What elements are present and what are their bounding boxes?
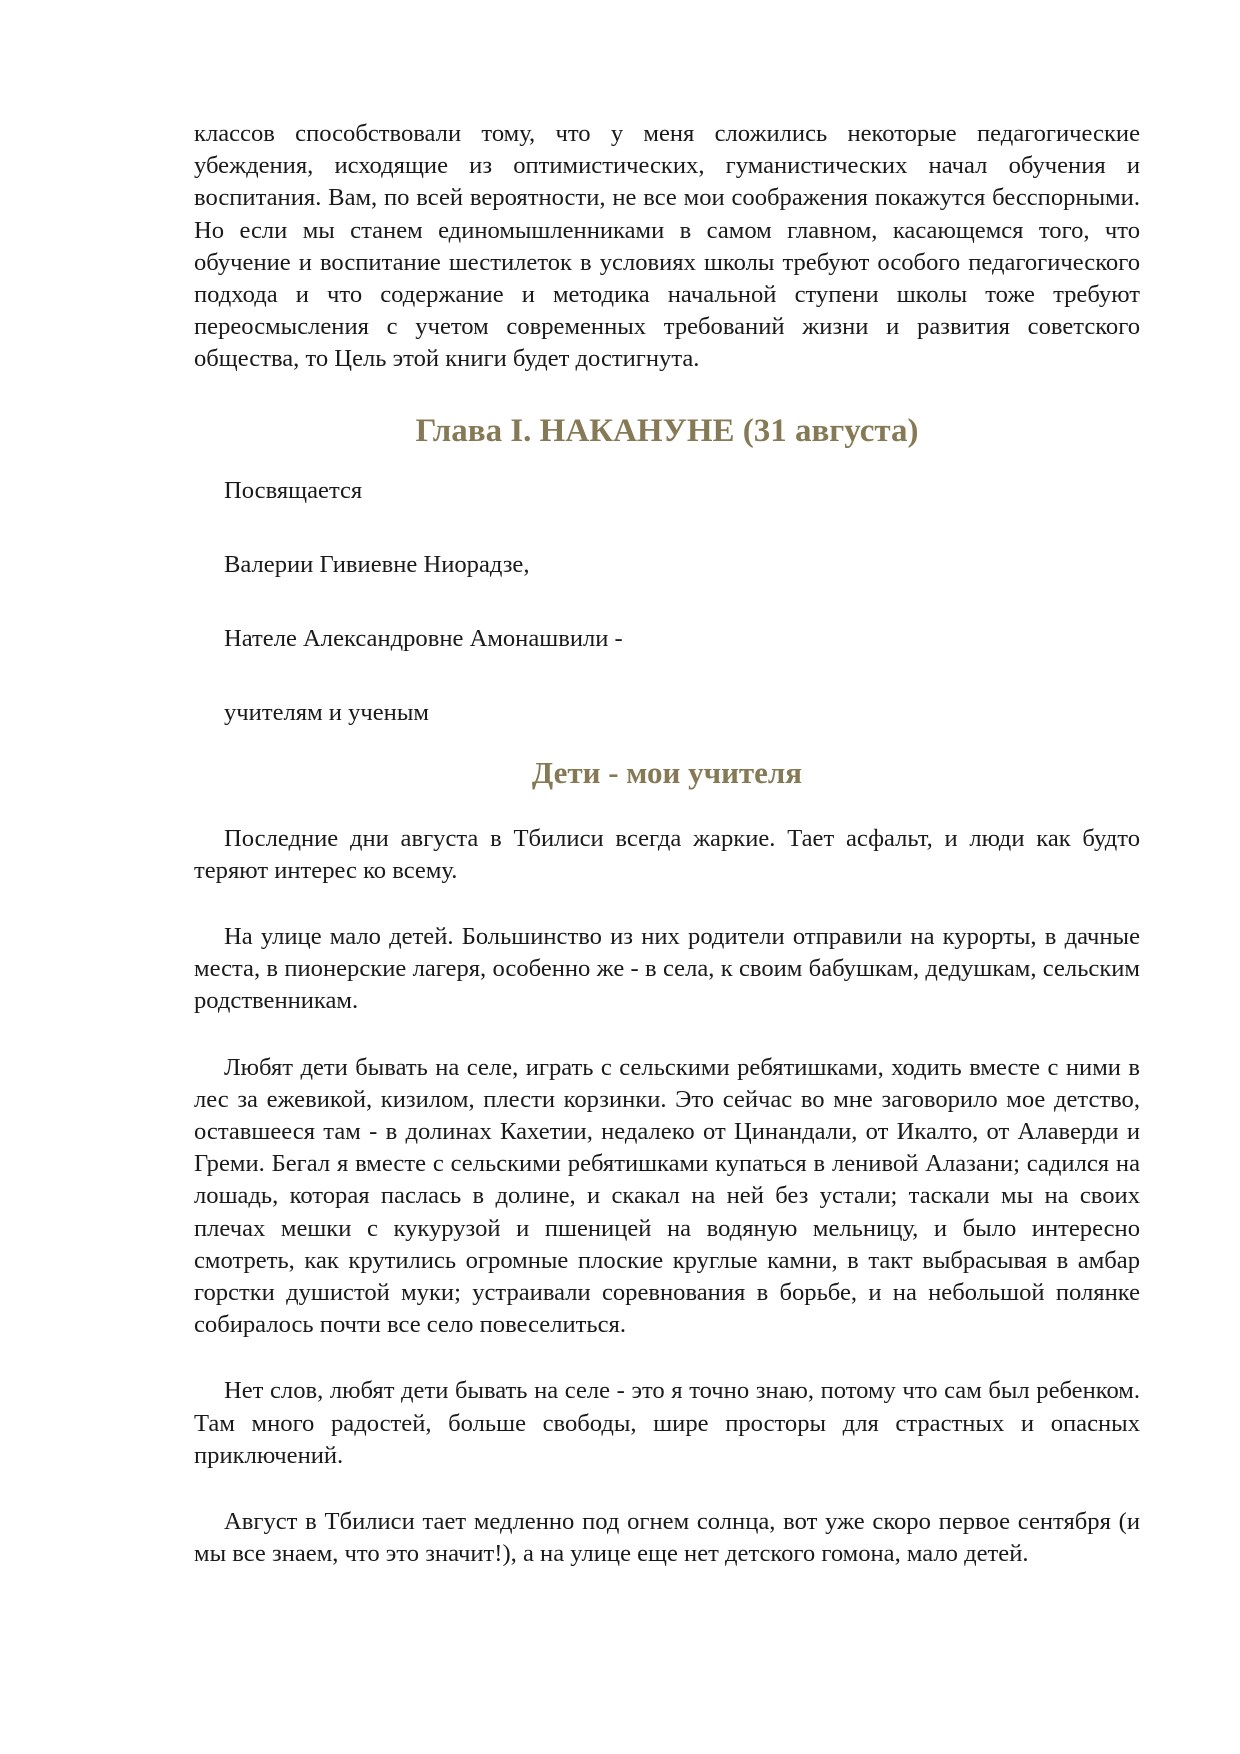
- body-paragraph: Август в Тбилиси тает медленно под огнем солнца, вот уже скоро первое сентября (и мы все знаем, что это значит!), а на улице еще нет детского гомона, мало детей.: [194, 1508, 1140, 1568]
- dedication-line: Валерии Гивиевне Ниорадзе,: [224, 550, 530, 578]
- dedication-line: Посвящается: [224, 476, 363, 504]
- body-paragraph: На улице мало детей. Большинство из них родители отправили на курорты, в дачные места, в пионерские лагеря, особенно же - в села, к своим бабушкам, дедушкам, сельским родственникам.: [194, 923, 1140, 1015]
- body-paragraph: Любят дети бывать на селе, играть с сельскими ребятишками, ходить вместе с ними в лес за ежевикой, кизилом, плести корзинки. Это сейчас во мне заговорило мое детство, оставшееся там - в долинах Кахетии, недалеко от Цинандали, от Икалто, от Алаверди и Греми. Бегал я вместе с сельскими ребятишками купаться в ленивой Алазани; садился на лошадь, которая паслась в долине, и скакал на ней без устали; таскали мы на своих плечах мешки с кукурузой и пшеницей на водяную мельницу, и было интересно смотреть, как крутились огромные плоские круглые камни, в такт выбрасывая в амбар горстки душистой муки; устраивали соревнования в борьбе, и на небольшой полянке собиралось почти все село повеселиться.: [194, 1053, 1140, 1339]
- body-paragraph: Последние дни августа в Тбилиси всегда жаркие. Тает асфальт, и люди как будто теряют интерес ко всему.: [194, 824, 1140, 884]
- dedication-line: Нателе Александровне Амонашвили -: [224, 624, 623, 652]
- dedication-line: учителям и ученым: [224, 698, 429, 726]
- chapter-title: Глава I. НАКАНУНЕ (31 августа): [415, 412, 919, 449]
- dedication: [194, 475, 1140, 729]
- intro-paragraph: классов способствовали тому, что у меня сложились некоторые педагогические убеждения, исходящие из оптимистических, гуманистических начал обучения и воспитания. Вам, по всей вероятности, не все мои соображения покажутся бесспорными. Но если мы станем единомышленниками в самом главном, касающемся того, что обучение и воспитание шестилеток в условиях школы требуют особого педагогического подхода и что содержание и методика начальной ступени школы тоже требуют переосмысления с учетом современных требований жизни и развития советского общества, то Цель этой книги будет достигнута.: [194, 120, 1140, 373]
- page-content: [194, 118, 1140, 1570]
- body-paragraph: Нет слов, любят дети бывать на селе - это я точно знаю, потому что сам был ребенком. Там много радостей, больше свободы, шире просторы для страстных и опасных приключений.: [194, 1377, 1140, 1469]
- section-title: Дети - мои учителя: [531, 754, 803, 790]
